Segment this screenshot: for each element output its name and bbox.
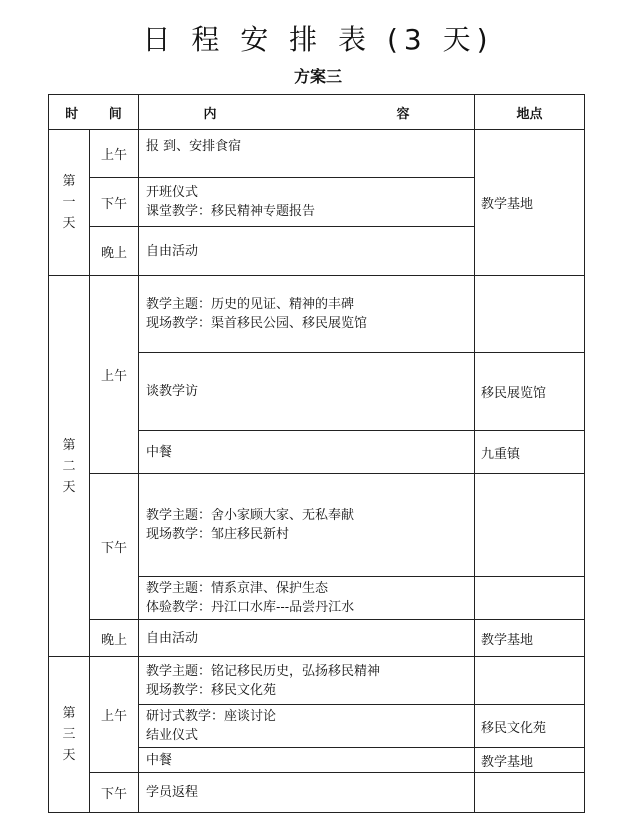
content-cell xyxy=(139,227,475,276)
content-line: 学员返程 xyxy=(146,785,199,800)
content-cell xyxy=(139,620,475,657)
content-cell xyxy=(139,474,475,577)
content-line: 报 到、安排食宿 xyxy=(146,139,242,154)
content-cell xyxy=(139,657,475,705)
place-cell xyxy=(475,474,585,577)
period-cell: 晚上 xyxy=(90,620,139,657)
content-cell xyxy=(139,705,475,748)
day-label-3: 第 三 天 xyxy=(62,706,76,763)
page-title: 日 程 安 排 表 (3 天) xyxy=(142,23,494,56)
content-cell xyxy=(139,748,475,773)
content-line: 课堂教学：移民精神专题报告 xyxy=(146,204,316,219)
day-label-2: 第 二 天 xyxy=(62,437,76,495)
content-cell xyxy=(139,577,475,620)
content-line: 现场教学：邹庄移民新村 xyxy=(146,527,290,542)
day-label-1: 第 一 天 xyxy=(62,174,76,231)
content-line: 研讨式教学：座谈讨论 xyxy=(146,709,277,724)
content-cell xyxy=(139,431,475,474)
day-cell-2 xyxy=(49,276,90,657)
place-cell: 移民文化苑 xyxy=(475,705,585,748)
header-content-char-1: 内 xyxy=(203,106,217,122)
period-cell: 下午 xyxy=(90,474,139,620)
table-row xyxy=(49,474,585,577)
content-line: 教学主题：铭记移民历史，弘扬移民精神 xyxy=(146,663,381,679)
content-line: 谈教学访 xyxy=(146,384,199,399)
content-line: 教学主题：情系京津、保护生态 xyxy=(146,581,329,596)
content-cell xyxy=(139,276,475,353)
place-cell: 教学基地 xyxy=(475,620,585,657)
period-cell: 下午 xyxy=(90,178,139,227)
period-cell: 晚上 xyxy=(90,227,139,276)
place-cell: 九重镇 xyxy=(475,431,585,474)
schedule-table xyxy=(48,94,585,813)
table-row xyxy=(49,130,585,178)
content-line: 中餐 xyxy=(146,752,173,768)
place-cell xyxy=(475,657,585,705)
header-content-char-2: 容 xyxy=(396,106,410,122)
table-header-row xyxy=(49,95,585,130)
header-place: 地点 xyxy=(475,95,585,130)
day-cell-1 xyxy=(49,130,90,276)
period-cell: 下午 xyxy=(90,773,139,813)
content-line: 现场教学：渠首移民公园、移民展览馆 xyxy=(146,316,368,331)
page-subtitle: 方案三 xyxy=(293,67,342,86)
content-line: 教学主题：舍小家顾大家、无私奉献 xyxy=(146,508,355,523)
content-line: 结业仪式 xyxy=(146,728,199,743)
place-cell: 教学基地 xyxy=(475,130,585,276)
content-line: 中餐 xyxy=(146,444,173,460)
table-row xyxy=(49,773,585,813)
table-row xyxy=(49,620,585,657)
header-time: 时 间 xyxy=(49,95,139,130)
content-line: 现场教学：移民文化苑 xyxy=(146,682,277,698)
day-cell-3 xyxy=(49,657,90,813)
table-row xyxy=(49,657,585,705)
content-line: 自由活动 xyxy=(146,243,199,259)
period-cell: 上午 xyxy=(90,276,139,474)
place-cell: 移民展览馆 xyxy=(475,353,585,431)
content-cell xyxy=(139,178,475,227)
content-line: 自由活动 xyxy=(146,630,199,646)
place-cell xyxy=(475,577,585,620)
period-cell: 上午 xyxy=(90,130,139,178)
content-cell xyxy=(139,353,475,431)
place-cell xyxy=(475,276,585,353)
content-cell xyxy=(139,130,475,178)
period-cell: 上午 xyxy=(90,657,139,773)
content-line: 体验教学：丹江口水库---品尝丹江水 xyxy=(146,600,355,615)
content-line: 开班仪式 xyxy=(146,185,199,200)
table-row xyxy=(49,276,585,353)
content-cell xyxy=(139,773,475,813)
place-cell: 教学基地 xyxy=(475,748,585,773)
content-line: 教学主题：历史的见证、精神的丰碑 xyxy=(146,297,355,312)
header-content xyxy=(139,95,475,130)
place-cell xyxy=(475,773,585,813)
